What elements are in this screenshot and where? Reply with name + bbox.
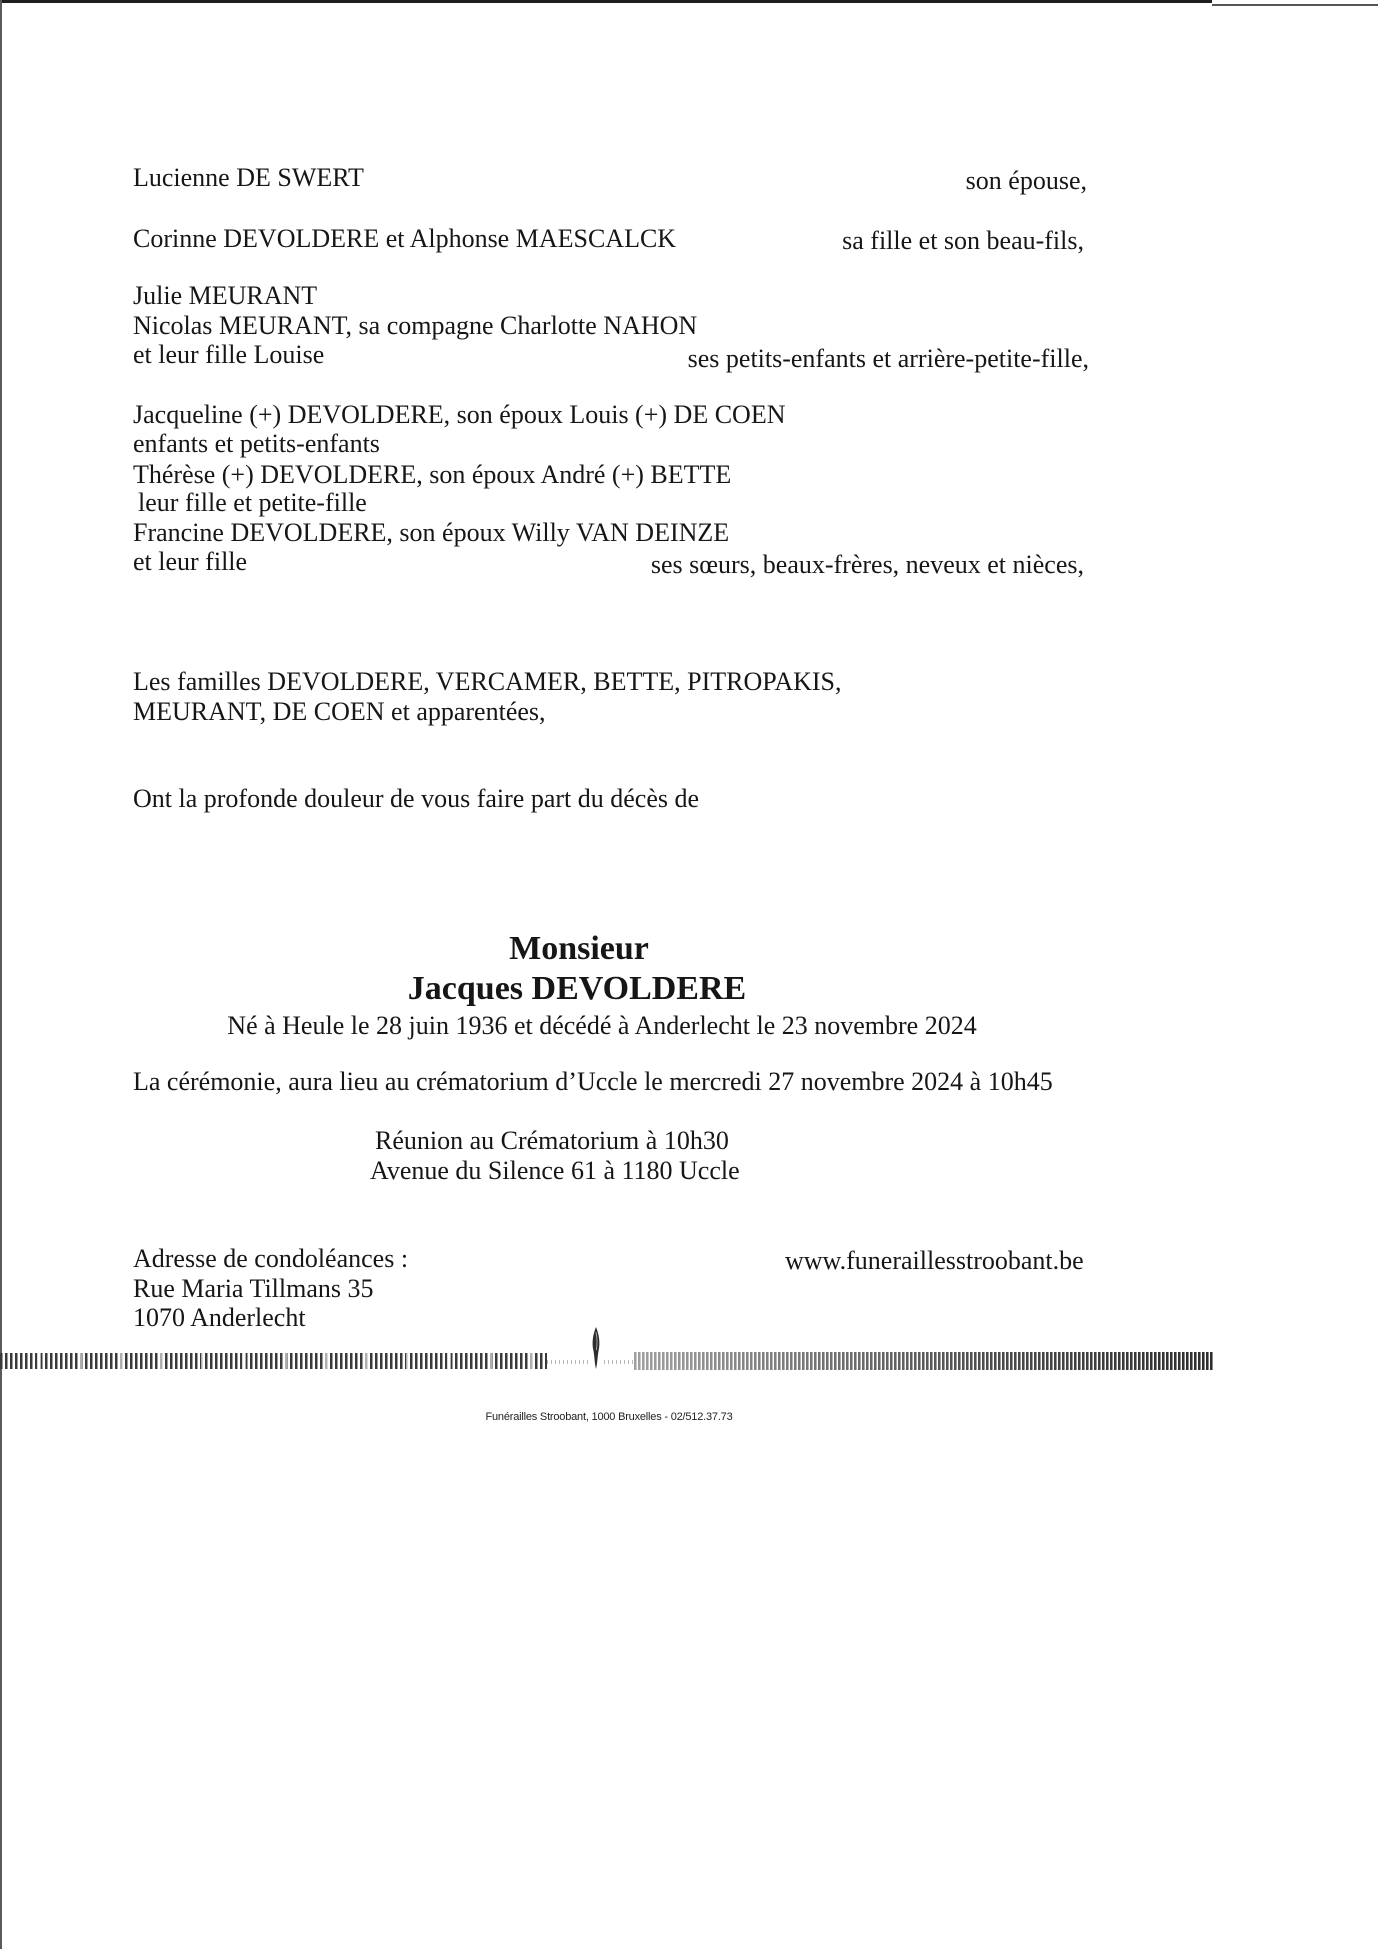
spouse-relation: son épouse, (965, 166, 1087, 195)
meeting-address: Avenue du Silence 61 à 1180 Uccle (370, 1156, 740, 1185)
announcement-text: Ont la profonde douleur de vous faire part du décès de (133, 784, 700, 813)
divider-dots-right (604, 1360, 634, 1364)
divider-bar-right (634, 1352, 1214, 1370)
scan-border-top (0, 0, 1212, 3)
siblings-line: et leur fille (133, 547, 248, 576)
footer-funeral-home: Funérailles Stroobant, 1000 Bruxelles - 02/512.37.73 (485, 1411, 733, 1423)
grandchildren-line: et leur fille Louise (133, 340, 325, 369)
siblings-line: Thérèse (+) DEVOLDERE, son époux André (+) BETTE (133, 460, 732, 489)
condolences-label: Adresse de condoléances : (133, 1244, 409, 1273)
grandchildren-line: Julie MEURANT (133, 281, 318, 310)
scan-border-top-tail (1212, 4, 1378, 6)
daughter-name: Corinne DEVOLDERE et Alphonse MAESCALCK (133, 224, 677, 253)
daughter-relation: sa fille et son beau-fils, (842, 226, 1084, 255)
grandchildren-relation: ses petits-enfants et arrière-petite-fille, (687, 344, 1089, 373)
spouse-name: Lucienne DE SWERT (133, 163, 364, 192)
divider-dots-left (547, 1360, 589, 1364)
siblings-line: Jacqueline (+) DEVOLDERE, son époux Louis (+) DE COEN (133, 400, 786, 429)
deceased-name: Jacques DEVOLDERE (407, 970, 747, 1007)
siblings-relation: ses sœurs, beaux-frères, neveux et nièces, (650, 550, 1084, 579)
divider-ornament-icon (589, 1326, 603, 1370)
scan-border-left (0, 0, 2, 1949)
families-line: Les familles DEVOLDERE, VERCAMER, BETTE, PITROPAKIS, (133, 667, 842, 696)
meeting-time: Réunion au Crématorium à 10h30 (375, 1126, 729, 1155)
condolences-street: Rue Maria Tillmans 35 (133, 1274, 374, 1303)
siblings-line: leur fille et petite-fille (138, 488, 367, 517)
grandchildren-line: Nicolas MEURANT, sa compagne Charlotte NAHON (133, 311, 698, 340)
siblings-line: Francine DEVOLDERE, son époux Willy VAN DEINZE (133, 518, 730, 547)
website-text: www.funeraillesstroobant.be (785, 1246, 1084, 1275)
deceased-title: Monsieur (509, 930, 649, 967)
ceremony-text: La cérémonie, aura lieu au crématorium d’Uccle le mercredi 27 novembre 2024 à 10h45 (133, 1067, 1053, 1096)
families-line: MEURANT, DE COEN et apparentées, (133, 697, 546, 726)
deceased-birth-death: Né à Heule le 28 juin 1936 et décédé à Anderlecht le 23 novembre 2024 (227, 1011, 977, 1040)
divider-bar-left (0, 1353, 547, 1369)
siblings-line: enfants et petits-enfants (133, 429, 380, 458)
condolences-city: 1070 Anderlecht (133, 1303, 306, 1332)
